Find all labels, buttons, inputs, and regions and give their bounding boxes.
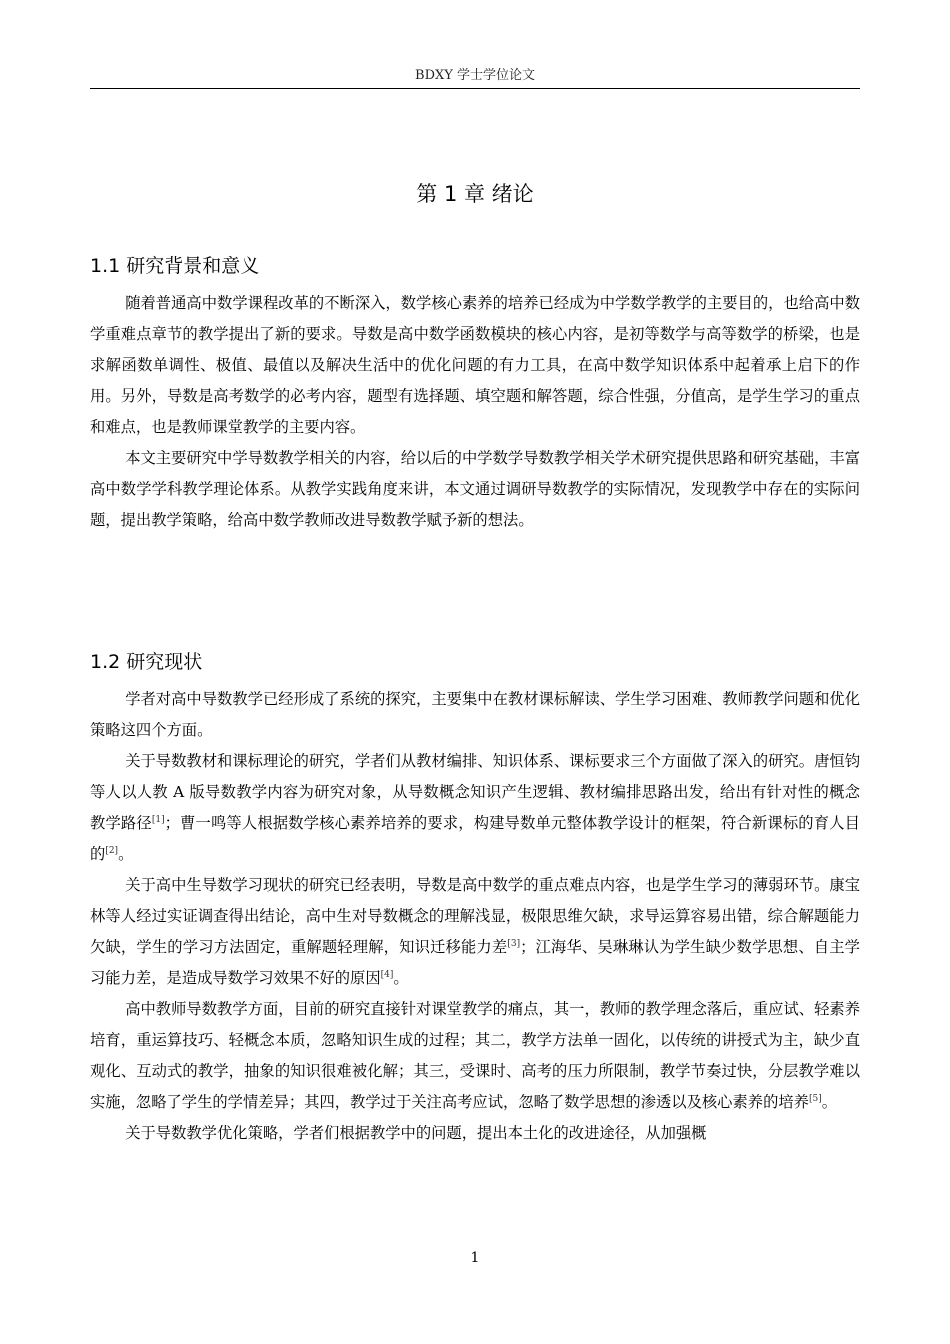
paragraph-text: 。 <box>821 1093 838 1111</box>
section-heading: 1.1 研究背景和意义 <box>90 255 260 277</box>
paragraph <box>90 994 860 1118</box>
running-header: BDXY 学士学位论文 <box>415 68 535 83</box>
paragraph-text: 关于高中生导数学习现状的研究已经表明，导数是高中数学的重点难点内容，也是学生学习的薄弱环节。康宝林等人经过实证调查得出结论，高中生对导数概念的理解浅显，极限思维欠缺，求导运算容易出错，综合解题能力欠缺，学生的学习方法固定，重解题轻理解，知识迁移能力差 <box>90 876 860 956</box>
section-research-background <box>90 252 860 536</box>
paragraph-text: 关于导数教材和课标理论的研究，学者们从教材编排、知识体系、课标要求三个方面做了深入的研究。唐恒钧等人以人教 A 版导数教学内容为研究对象，从导数概念知识产生逻辑、教材编排思路出发，给出有针对性的概念教学路径 <box>90 752 860 832</box>
paragraph: 本文主要研究中学导数教学相关的内容，给以后的中学数学导数教学相关学术研究提供思路和研究基础，丰富高中数学学科教学理论体系。从教学实践角度来讲，本文通过调研导数教学的实际情况，发现教学中存在的实际问题，提出教学策略，给高中数学教师改进导数教学赋予新的想法。 <box>90 449 860 529</box>
citation-ref: [1] <box>151 815 165 825</box>
paragraph-text: 。 <box>118 845 134 863</box>
paragraph <box>90 870 860 994</box>
paragraph-text: 。 <box>393 969 409 987</box>
header-rule <box>90 88 860 89</box>
citation-ref: [4] <box>380 970 394 980</box>
paragraph: 随着普通高中数学课程改革的不断深入，数学核心素养的培养已经成为中学数学教学的主要目的，也给高中数学重难点章节的教学提出了新的要求。导数是高中数学函数模块的核心内容，是初等数学与高等数学的桥梁，也是求解函数单调性、极值、最值以及解决生活中的优化问题的有力工具，在高中数学知识体系中起着承上启下的作用。另外，导数是高考数学的必考内容，题型有选择题、填空题和解答题，综合性强，分值高，是学生学习的重点和难点，也是教师课堂教学的主要内容。 <box>90 294 860 436</box>
section-research-status <box>90 648 860 1149</box>
paragraph <box>90 746 860 870</box>
citation-ref: [2] <box>105 846 119 856</box>
chapter-title: 第 1 章 绪论 <box>416 182 534 206</box>
section-heading: 1.2 研究现状 <box>90 651 203 673</box>
paragraph-text: 高中教师导数教学方面，目前的研究直接针对课堂教学的痛点，其一，教师的教学理念落后，重应试、轻素养培育，重运算技巧、轻概念本质，忽略知识生成的过程；其二，教学方法单一固化，以传统的讲授式为主，缺少直观化、互动式的教学，抽象的知识很难被化解；其三，受课时、高考的压力所限制，教学节奏过快，分层教学难以实施，忽略了学生的学情差异；其四，教学过于关注高考应试，忽略了数学思想的渗透以及核心素养的培养 <box>90 1000 860 1111</box>
paragraph: 关于导数教学优化策略，学者们根据教学中的问题，提出本土化的改进途径，从加强概 <box>125 1124 707 1142</box>
citation-ref: [5] <box>808 1094 822 1104</box>
page-number: 1 <box>470 1250 480 1266</box>
citation-ref: [3] <box>507 939 521 949</box>
paragraph-text: ；曹一鸣等人根据数学核心素养培养的要求，构建导数单元整体教学设计的框架，符合新课标的育人目的 <box>90 814 860 863</box>
paragraph: 学者对高中导数教学已经形成了系统的探究，主要集中在教材课标解读、学生学习困难、教师教学问题和优化策略这四个方面。 <box>90 690 860 739</box>
paragraph-text: ；江海华、吴琳琳认为学生缺少数学思想、自主学习能力差，是造成导数学习效果不好的原因 <box>90 938 860 987</box>
